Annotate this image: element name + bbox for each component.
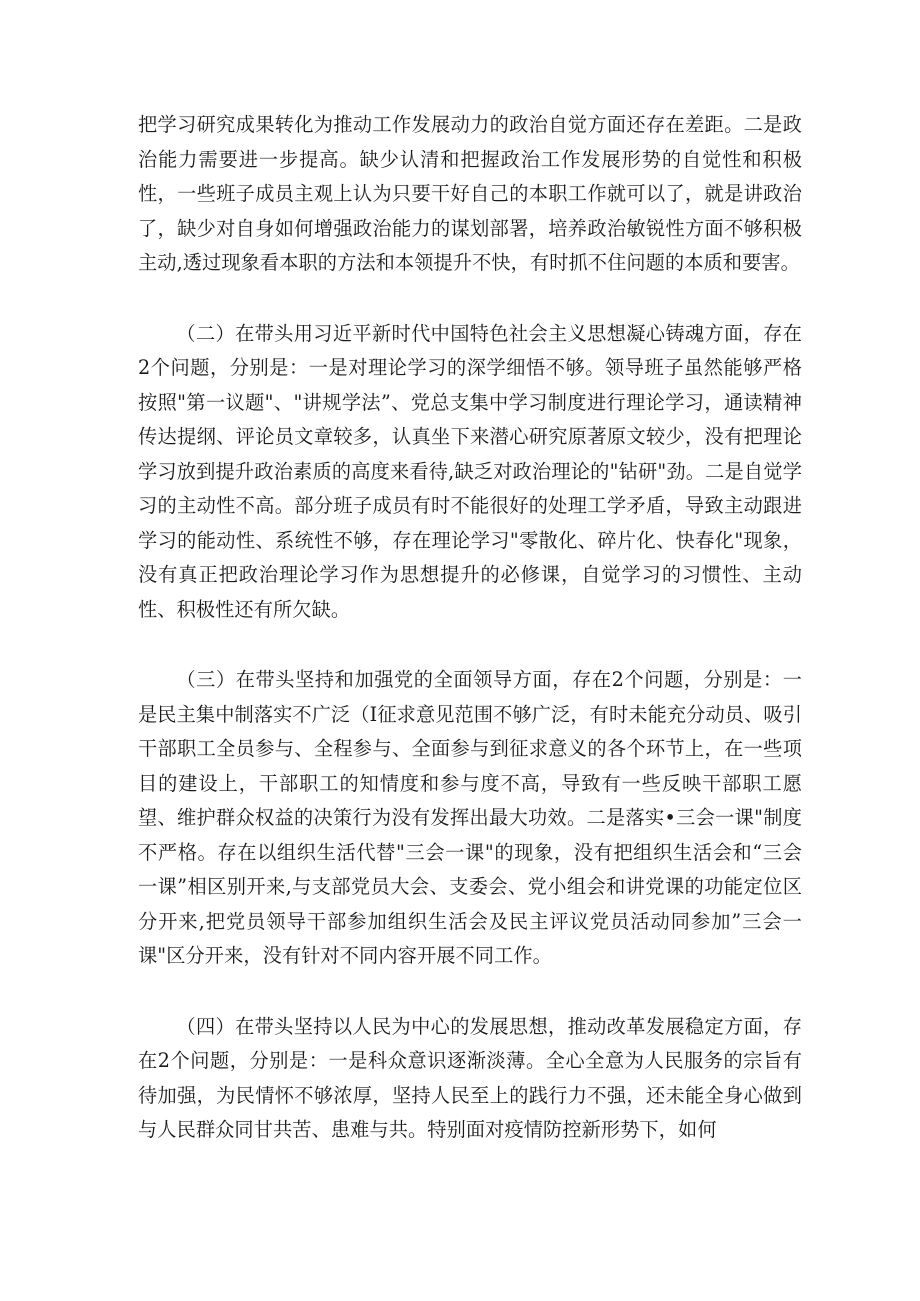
paragraph-section-4: （四）在带头坚持以人民为中心的发展思想，推动改革发展稳定方面，存在2个问题，分别是：一是科众意识逐渐淡薄。全心全意为人民服务的宗旨有待加强，为民情怀不够浓厚，坚持人民至上的践行力不强，还未能全身心做到与人民群众同甘共苦、患难与共。特别面对疫情防控新形势下，如何 [138, 1014, 802, 1141]
document-page [138, 108, 802, 1184]
paragraph-section-3: （三）在带头坚持和加强党的全面领导方面，存在2个问题，分别是：一是民主集中制落实不广泛（I征求意见范围不够广泛，有时未能充分动员、吸引干部职工全员参与、全程参与、全面参与到征求意义的各个环节上，在一些项目的建设上，干部职工的知情度和参与度不高，导致有一些反映干部职工愿望、维护群众权益的决策行为没有发挥出最大功效。二是落实•三会一课"制度不严格。存在以组织生活代替"三会一课"的现象，没有把组织生活会和“三会一课”相区别开来,与支部党员大会、支委会、党小组会和讲党课的功能定位区分开来,把党员领导干部参加组织生活会及民主评议党员活动同参加”三会一课"区分开来，没有针对不同内容开展不同工作。 [138, 668, 802, 967]
paragraph-section-2: （二）在带头用习近平新时代中国特色社会主义思想凝心铸魂方面，存在2个问题，分别是：一是对理论学习的深学细悟不够。领导班子虽然能够严格按照"第一议题"、"讲规学法”、党总支集中学习制度进行理论学习，通读精神传达提纲、评论员文章较多，认真坐下来潜心研究原著原文较少，没有把理论学习放到提升政治素质的高度来看待,缺乏对政治理论的"钻研"劲。二是自觉学习的主动性不高。部分班子成员有时不能很好的处理工学矛盾，导致主动跟进学习的能动性、系统性不够，存在理论学习"零散化、碎片化、快春化"现象，没有真正把政治理论学习作为思想提升的必修课，自觉学习的习惯性、主动性、积极性还有所欠缺。 [138, 321, 802, 621]
paragraph-continuation: 把学习研究成果转化为推动工作发展动力的政治自觉方面还存在差距。二是政治能力需要进一步提高。缺少认清和把握政治工作发展形势的自觉性和积极性，一些班子成员主观上认为只要干好自己的本职工作就可以了，就是讲政治了，缺少对自身如何增强政治能力的谋划部署，培养政治敏锐性方面不够积极主动,透过现象看本职的方法和本领提升不快，有时抓不住问题的本质和要害。 [138, 113, 802, 274]
